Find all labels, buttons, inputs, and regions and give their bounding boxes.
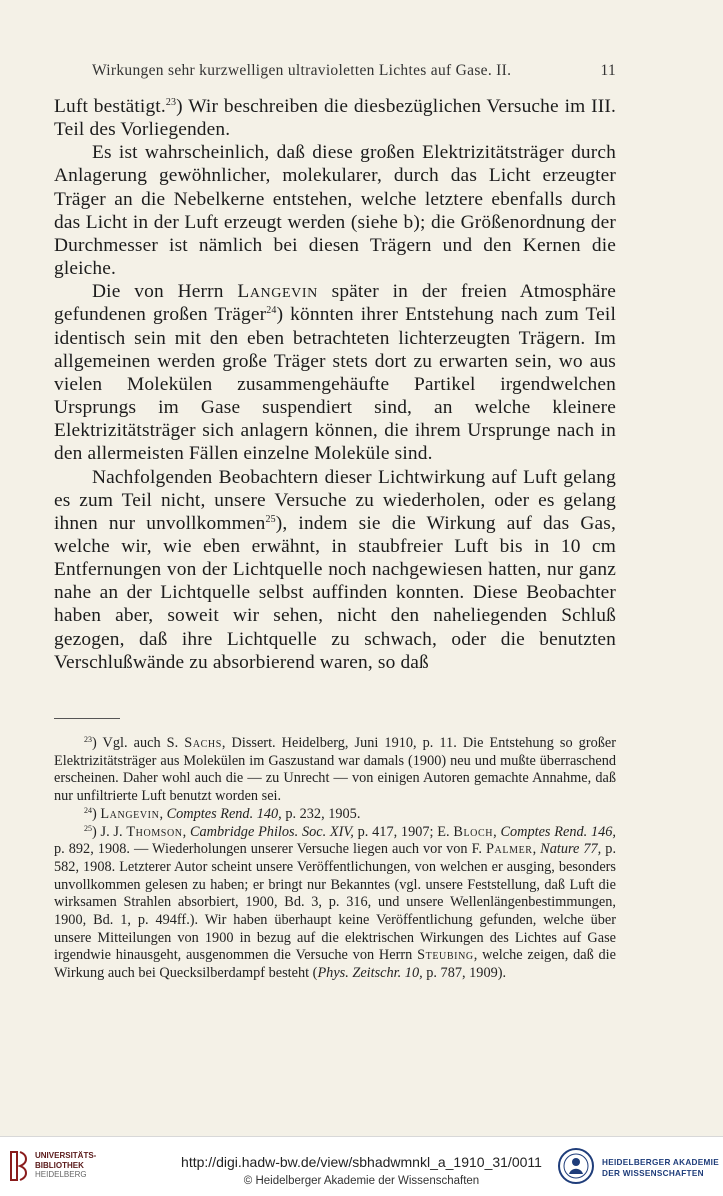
paragraph-3 xyxy=(54,280,616,465)
text-run: ) könnten ihrer Entstehung nach zum Teil identisch sein mit den eben betrachteten lichterzeugten Trägern. Im allgemeinen werden große Träger stets dort zu erwarten sein, wo aus vielen Molekülen zusammengehäufte Partikel irgendwelchen Ursprungs im Gase suspendiert sind, an welche kleinere Elektrizitätsträger sich anlagern können, die ihrem Ursprunge nach in den allermeisten Fällen einzelne Moleküle sind. xyxy=(54,304,616,465)
paragraph-2: Es ist wahrscheinlich, daß diese großen Elektrizitätsträger durch Anlagerung gewöhnlicher, molekularer, durch das Licht erzeugter Träger an die Nebelkerne entstehen, welche letztere ebenfalls durch das Licht in der Luft erzeugt werden (siehe b); die Größenordnung der Durchmesser ist nämlich bei diesen Trägern und den Kernen die gleiche. xyxy=(54,142,616,280)
paragraph-4 xyxy=(54,466,616,674)
journal-ref: Phys. Zeitschr. 10, xyxy=(317,965,423,982)
footnote-number: 23 xyxy=(84,735,92,744)
text-run: ) Wir beschreiben die diesbezüglichen Versuche im III. Teil des Vorliegenden. xyxy=(54,96,617,141)
text-run: , xyxy=(159,805,167,822)
footnote-number: 24 xyxy=(84,805,92,815)
text-run: ) J. J. xyxy=(92,823,127,840)
logo-line: DER WISSENSCHAFTEN xyxy=(602,1169,704,1178)
text-run: Nachfolgenden Beobachtern dieser Lichtwirkung auf Luft gelang es zum Teil nicht, unsere Versuche zu wiederholen, oder es gelang ihnen nur unvollkommen xyxy=(54,466,616,534)
journal-ref: Cambridge Philos. Soc. XIV, xyxy=(189,823,354,840)
journal-ref: Comptes Rend. 146, xyxy=(500,823,616,840)
text-run: p. 417, 1907; E. xyxy=(353,823,454,840)
logo-line: UNIVERSITÄTS- xyxy=(35,1151,97,1160)
footnote-number: 25 xyxy=(84,823,92,833)
permalink[interactable]: http://digi.hadw-bw.de/view/sbhadwmnkl_a_1910_31/0011 xyxy=(181,1154,542,1170)
journal-ref: Nature 77, xyxy=(540,841,602,858)
copyright-notice: © Heidelberger Akademie der Wissenschaften xyxy=(243,1175,480,1187)
author-name: Langevin xyxy=(100,805,160,822)
text-run: p. 892, 1908. — Wiederholungen unserer Versuche liegen auch vor von F. xyxy=(54,841,486,858)
text-run: , Dissert. Heidelberg, Juni 1910, p. 11. Die Entstehung so großer Elektrizitätsträger aus Molekülen im Gaszustand war damals (1900) neu und mußte überraschend erscheinen. Daher wohl auch die — zu Unrecht — von einigen Autoren gemachte Annahme, daß nur unfiltrierte Luft benutzt worden sei. xyxy=(54,735,616,805)
text-run: , welche zeigen, daß die Wirkung auch bei Quecksilberdampf besteht ( xyxy=(54,947,617,982)
footnote-ref-23: 23 xyxy=(165,97,177,108)
author-name: Palmer xyxy=(486,841,533,858)
footnote-ref-25: 25 xyxy=(265,513,276,525)
text-run: , xyxy=(493,823,501,840)
author-name: Bloch xyxy=(453,823,494,840)
paragraph-1 xyxy=(54,95,616,141)
text-run: später in der freien Atmosphäre gefundenen großen Träger xyxy=(54,281,616,326)
viewer-footer xyxy=(0,1136,723,1196)
footnote-23 xyxy=(54,735,616,806)
text-run: ) xyxy=(92,805,101,822)
academy-logo-text xyxy=(602,1157,719,1179)
text-run: , xyxy=(182,823,190,840)
logo-line: HEIDELBERG xyxy=(35,1170,87,1179)
logo-line: BIBLIOTHEK xyxy=(35,1160,84,1170)
text-run: Luft bestätigt. xyxy=(54,96,166,117)
body-text xyxy=(54,95,616,674)
text-run: p. 787, 1909). xyxy=(422,965,507,982)
author-name: Thomson xyxy=(126,823,183,840)
text-run: , xyxy=(532,841,541,858)
text-run: Die von Herrn xyxy=(92,281,238,303)
author-name: Sachs xyxy=(184,735,222,751)
author-name: Steubing xyxy=(417,947,474,964)
academy-seal-icon xyxy=(557,1147,595,1185)
footnote-ref-24: 24 xyxy=(266,305,277,317)
journal-ref: Comptes Rend. 140, xyxy=(166,805,282,822)
footnotes xyxy=(54,735,616,983)
footnote-rule xyxy=(54,718,120,719)
page-number: 11 xyxy=(600,62,616,79)
logo-line: HEIDELBERGER AKADEMIE xyxy=(602,1158,719,1167)
author-name: Langevin xyxy=(237,281,318,303)
text-run: ), indem sie die Wirkung auf das Gas, welche wir, wie eben erwähnt, in staubfreier Luft bis in 10 cm Entfernungen von der Lichtquelle noch nachgewiesen hatten, nur ganz nahe an der Lichtquelle selbst auffinden konnten. Diese Beobachter haben aber, soweit wir sehen, nicht den naheliegenden Schluß gezogen, daß ihre Lichtquelle zu schwach, oder die benutzten Verschlußwände zu absorbierend waren, so daß xyxy=(54,512,616,673)
academy-logo[interactable] xyxy=(557,1145,717,1189)
text-run: ) Vgl. auch S. xyxy=(92,735,185,751)
footnote-24 xyxy=(54,806,616,824)
text-run: p. 232, 1905. xyxy=(281,805,361,822)
running-title: Wirkungen sehr kurzwelligen ultravioletten Lichtes auf Gase. II. xyxy=(92,62,512,79)
text-run: p. 582, 1908. Letzterer Autor scheint unsere Veröffentlichungen, von welchen er ausging, besonders unvollkommen gelesen zu haben; er bringt nur Bekanntes (vgl. unsere Feststellung, daß Luft die wirksamen Strahlen absorbiert, 1900, Bd. 3, p. 316, und unsere Wellenlängenbestimmungen, 1900, Bd. 1, p. 494ff.). Wir haben überhaupt keine Veröffentlichung gefunden, welche über unsere Mitteilungen von 1900 in bezug auf die elektrischen Wirkungen des Lichtes auf Gase irgendwie hinausgeht, ausgenommen die Versuche von Herrn xyxy=(54,841,617,964)
footnote-25 xyxy=(54,824,616,983)
